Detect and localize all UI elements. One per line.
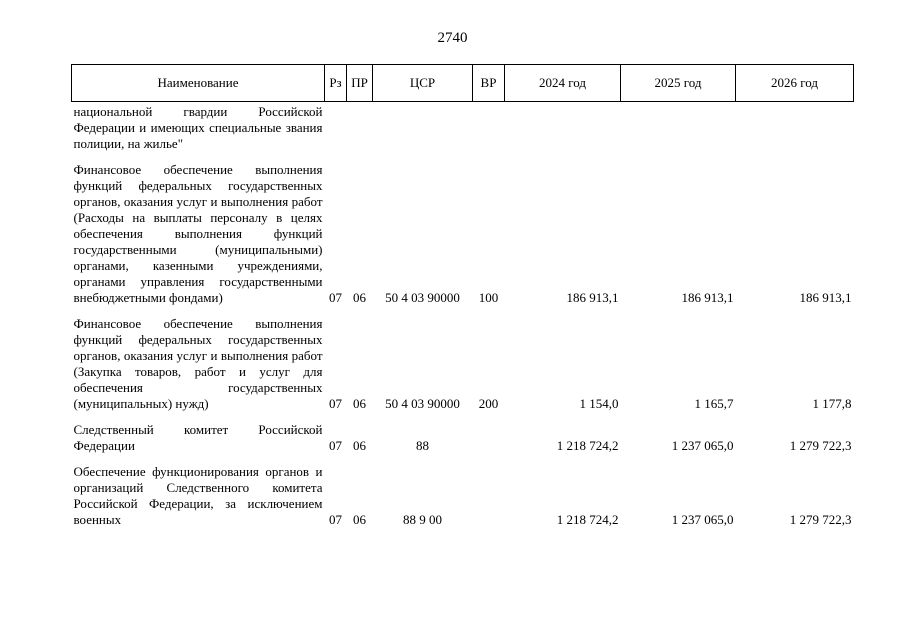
row-csr: 50 4 03 90000 xyxy=(385,396,460,411)
row-pr: 06 xyxy=(353,438,366,453)
row-vr: 200 xyxy=(478,396,499,411)
row-vr: 100 xyxy=(478,290,499,305)
row-2026: 186 913,1 xyxy=(799,290,852,305)
table-header-row xyxy=(72,65,854,102)
row-vr xyxy=(473,412,505,454)
row-name: Финансовое обеспечение выполнения функций федеральных государственных органов, оказания услуг и выполнения работ (Расходы на выплаты персоналу в целях обеспечения выполнения функций государственными (муниципальными) органами, казенными учреждениями, органами управления государственными внебюджетными фондами) xyxy=(73,162,323,305)
header-2024: 2024 год xyxy=(505,65,621,102)
header-csr: ЦСР xyxy=(373,65,473,102)
row-name: Обеспечение функционирования органов и организаций Следственного комитета Российской Федерации, за исключением военных xyxy=(73,464,323,527)
row-rz xyxy=(325,102,347,153)
row-pr: 06 xyxy=(353,290,366,305)
row-name: Следственный комитет Российской Федерации xyxy=(73,422,323,453)
row-2024: 1 218 724,2 xyxy=(556,438,619,453)
row-rz: 07 xyxy=(329,396,342,411)
row-2025 xyxy=(621,102,736,153)
row-2026: 1 177,8 xyxy=(812,396,852,411)
header-rz: Рз xyxy=(325,65,347,102)
row-2024: 1 154,0 xyxy=(579,396,619,411)
page-number: 2740 xyxy=(437,30,468,46)
header-2025: 2025 год xyxy=(621,65,736,102)
table-row xyxy=(72,306,854,412)
row-rz: 07 xyxy=(329,512,342,527)
row-csr: 50 4 03 90000 xyxy=(385,290,460,305)
row-2024: 1 218 724,2 xyxy=(556,512,619,527)
table-row xyxy=(72,152,854,306)
row-rz: 07 xyxy=(329,438,342,453)
budget-table xyxy=(71,64,854,528)
header-2026: 2026 год xyxy=(736,65,854,102)
row-2026: 1 279 722,3 xyxy=(789,512,852,527)
header-vr: ВР xyxy=(473,65,505,102)
row-2026: 1 279 722,3 xyxy=(789,438,852,453)
row-csr xyxy=(373,102,473,153)
row-pr xyxy=(347,102,373,153)
row-2026 xyxy=(736,102,854,153)
row-vr xyxy=(473,102,505,153)
table-row xyxy=(72,412,854,454)
row-csr: 88 xyxy=(416,438,429,453)
header-pr: ПР xyxy=(347,65,373,102)
row-rz: 07 xyxy=(329,290,342,305)
row-2024 xyxy=(505,102,621,153)
row-2025: 1 165,7 xyxy=(694,396,734,411)
table-row xyxy=(72,102,854,153)
row-pr: 06 xyxy=(353,512,366,527)
row-name: национальной гвардии Российской Федерации и имеющих специальные звания полиции, на жилье" xyxy=(73,104,323,151)
row-vr xyxy=(473,454,505,528)
header-name: Наименование xyxy=(72,65,325,102)
row-name: Финансовое обеспечение выполнения функций федеральных государственных органов, оказания услуг и выполнения работ (Закупка товаров, работ и услуг для обеспечения государственных (муниципальных) нужд) xyxy=(73,316,323,411)
row-csr: 88 9 00 xyxy=(403,512,442,527)
row-2025: 1 237 065,0 xyxy=(671,438,734,453)
row-pr: 06 xyxy=(353,396,366,411)
row-2024: 186 913,1 xyxy=(566,290,619,305)
row-2025: 186 913,1 xyxy=(681,290,734,305)
table-row xyxy=(72,454,854,528)
row-2025: 1 237 065,0 xyxy=(671,512,734,527)
